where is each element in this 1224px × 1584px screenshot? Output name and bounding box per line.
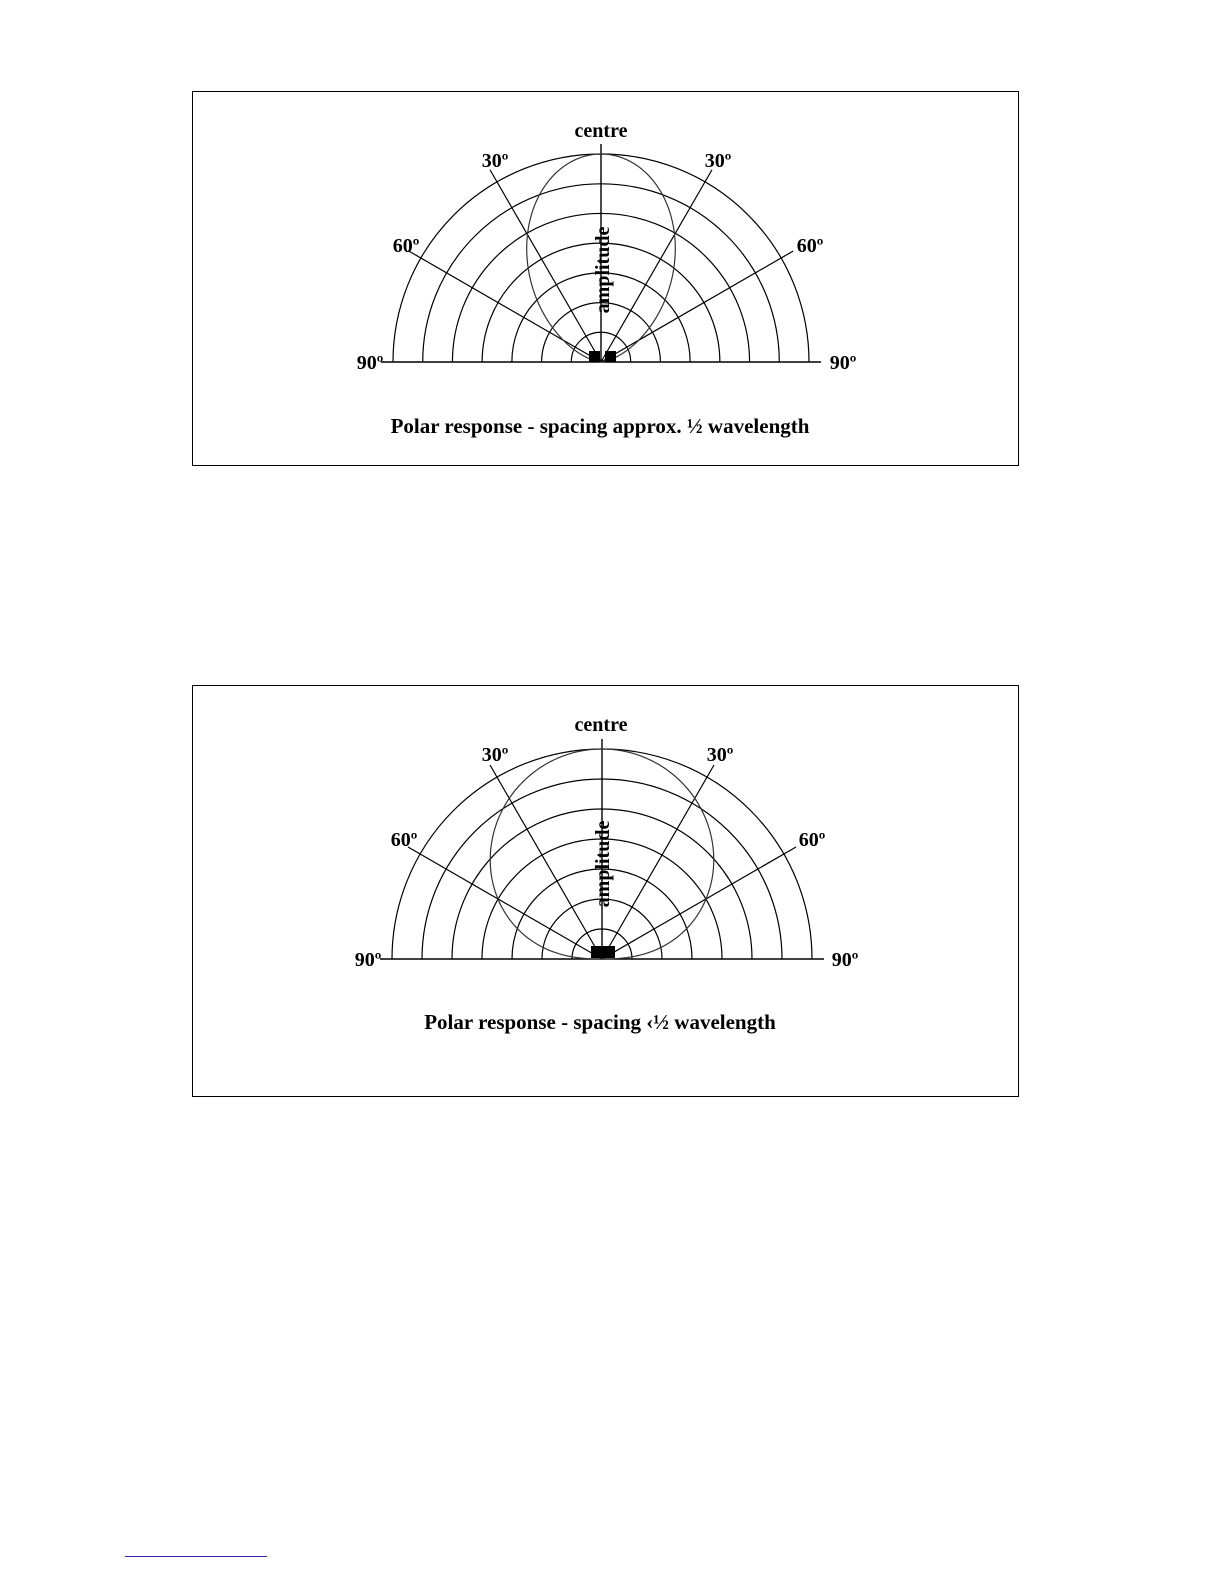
spoke-30-left xyxy=(490,170,601,362)
figure-caption: Polar response - spacing ‹½ wavelength xyxy=(424,1010,776,1034)
spoke-30-right xyxy=(602,765,714,959)
spoke-30-left xyxy=(490,765,602,959)
angle-label-right-90: 90º xyxy=(829,352,857,374)
footnote-separator xyxy=(125,1556,267,1557)
centre-label: centre xyxy=(574,120,628,142)
speaker-source-left xyxy=(591,946,603,958)
angle-label-left-30: 30º xyxy=(481,744,509,766)
spoke-60-left xyxy=(408,847,602,959)
angle-label-left-60: 60º xyxy=(392,235,420,257)
speaker-source-right xyxy=(603,946,615,958)
figure-caption: Polar response - spacing approx. ½ wavelength xyxy=(390,414,810,438)
polar-diagram-1 xyxy=(193,92,1020,467)
angle-label-right-90: 90º xyxy=(831,949,859,971)
polar-diagram-figure-1 xyxy=(192,91,1019,466)
angle-label-right-60: 60º xyxy=(798,829,826,851)
speaker-source-left xyxy=(589,351,600,362)
spoke-60-right xyxy=(601,251,793,362)
speaker-source-right xyxy=(605,351,616,362)
angle-label-left-90: 90º xyxy=(356,352,384,374)
angle-label-left-90: 90º xyxy=(354,949,382,971)
angle-label-left-30: 30º xyxy=(481,150,509,172)
spoke-60-right xyxy=(602,847,796,959)
angle-label-right-30: 30º xyxy=(706,744,734,766)
angle-label-right-60: 60º xyxy=(796,235,824,257)
spoke-30-right xyxy=(601,170,712,362)
centre-label: centre xyxy=(574,714,628,736)
axis-label-amplitude: amplitude xyxy=(592,820,614,908)
angle-label-right-30: 30º xyxy=(704,150,732,172)
spoke-60-left xyxy=(409,251,601,362)
axis-label-amplitude: amplitude xyxy=(592,226,614,314)
polar-diagram-2 xyxy=(193,686,1020,1098)
polar-diagram-figure-2 xyxy=(192,685,1019,1097)
angle-label-left-60: 60º xyxy=(390,829,418,851)
